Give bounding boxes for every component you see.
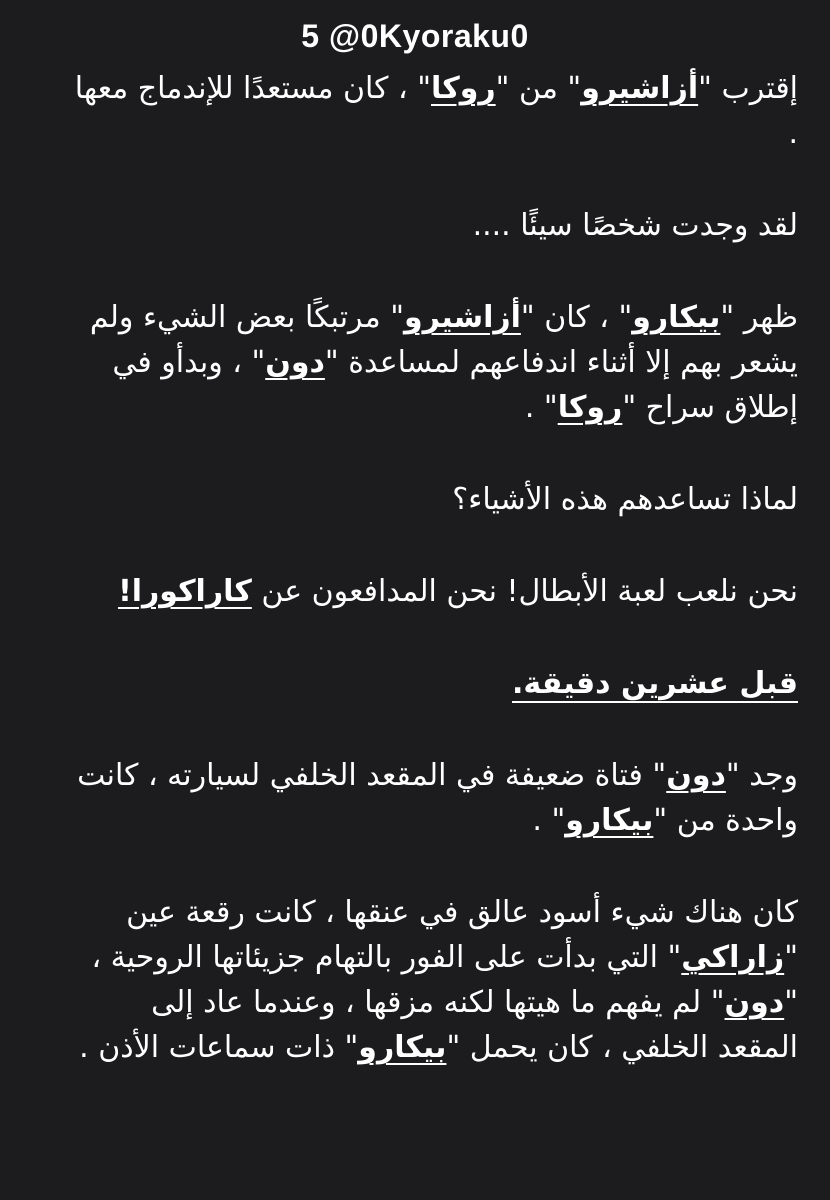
- character-name: دون: [265, 345, 325, 380]
- text-segment: " التي بدأت على الفور بالتهام جزيئاتها الروحية ، ": [91, 940, 798, 1020]
- text-segment: " فتاة ضعيفة في المقعد الخلفي لسيارته ، كانت واحدة من ": [77, 758, 798, 838]
- paragraph: [70, 753, 798, 843]
- character-name: بيكارو: [358, 1030, 447, 1065]
- character-name: روكا: [431, 71, 496, 106]
- character-name: أزاشيرو: [404, 300, 521, 335]
- text-segment: " ، كان مستعدًا للإندماج معها .: [74, 71, 798, 151]
- story-text-body: [70, 66, 798, 1117]
- text-segment: " من ": [495, 71, 582, 106]
- character-name: بيكارو: [632, 300, 721, 335]
- character-name: روكا: [557, 390, 623, 425]
- character-name: بيكارو: [565, 803, 654, 838]
- character-name: أزاشيرو: [581, 71, 699, 106]
- paragraph: [70, 295, 798, 430]
- text-segment: إقترب ": [698, 71, 798, 106]
- tweet-header-title: 5 @0Kyoraku0: [301, 18, 529, 54]
- text-segment: " .: [524, 390, 558, 425]
- text-segment: " .: [532, 803, 566, 838]
- paragraph: [70, 66, 798, 156]
- section-heading: [70, 661, 798, 706]
- text-segment: نحن نلعب لعبة الأبطال! نحن المدافعون عن: [251, 574, 798, 609]
- paragraph: [70, 890, 798, 1070]
- text-segment: وجد ": [725, 758, 798, 793]
- text-segment: كان هناك شيء أسود عالق في عنقها ، كانت رقعة عين ": [126, 895, 798, 975]
- text-segment: " ، وبدأو في إطلاق سراح ": [112, 345, 798, 425]
- character-name: دون: [666, 758, 726, 793]
- paragraph: [70, 477, 798, 522]
- text-segment: " مرتبكًا بعض الشيء ولم يشعر بهم إلا أثناء اندفاعهم لمساعدة ": [89, 300, 798, 380]
- text-segment: " ذات سماعات الأذن .: [79, 1030, 359, 1065]
- text-segment: " لم يفهم ما هيتها لكنه مزقها ، وعندما عاد إلى المقعد الخلفي ، كان يحمل ": [151, 985, 798, 1065]
- paragraph: [70, 203, 798, 248]
- text-segment: لماذا تساعدهم هذه الأشياء؟: [452, 482, 798, 517]
- character-name: زاراكي: [681, 940, 785, 975]
- place-name: كاراكورا!: [118, 574, 252, 609]
- text-segment: " ، كان ": [520, 300, 633, 335]
- paragraph: [70, 569, 798, 614]
- flashback-heading: قبل عشرين دقيقة.: [512, 666, 798, 701]
- text-segment: لقد وجدت شخصًا سيئًا ....: [472, 208, 798, 243]
- text-segment: ظهر ": [720, 300, 798, 335]
- character-name: دون: [724, 985, 785, 1020]
